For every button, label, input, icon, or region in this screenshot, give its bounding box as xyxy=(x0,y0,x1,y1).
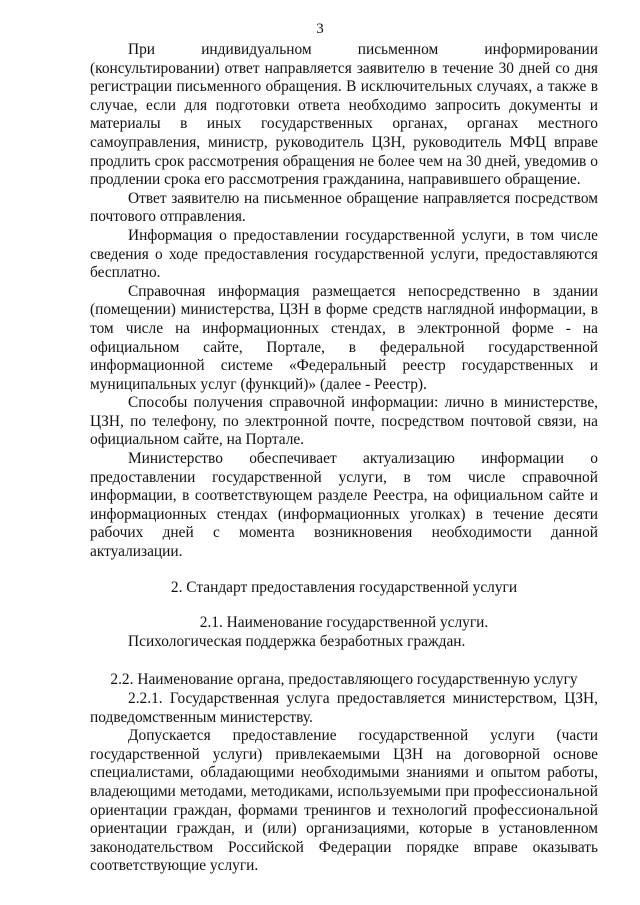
subsection-2-1-text: Психологическая поддержка безработных граждан. xyxy=(128,632,466,650)
paragraph-postal-response: Ответ заявителю на письменное обращение направляется посредством почтового отправления. xyxy=(90,189,598,226)
paragraph-free-information: Информация о предоставлении государственной услуги, в том числе сведения о ходе предоставления государственной услуги, предоставляются бесплатно. xyxy=(90,226,598,282)
paragraph-written-informing: При индивидуальном письменном информировании (консультировании) ответ направляется заявителю в течение 30 дней со дня регистрации письменного обращения. В исключительных случаях, а также в случае, если для подготовки ответа необходимо запросить документы и материалы в иных государственных органах, органах местного самоуправления, министр, руководитель ЦЗН, руководитель МФЦ вправе продлить срок рассмотрения обращения не более чем на 30 дней, уведомив о продлении срока его рассмотрения гражданина, направившего обращение. xyxy=(90,41,598,189)
subsection-2-2-heading: 2.2. Наименование органа, предоставляющего государственную услугу xyxy=(110,671,578,689)
section-heading: 2. Стандарт предоставления государственной услуги xyxy=(170,578,518,596)
paragraph-ways-to-obtain-info: Способы получения справочной информации: лично в министерстве, ЦЗН, по телефону, по электронной почте, посредством почтовой связи, на официальном сайте, на Портале. xyxy=(90,394,598,449)
paragraph-2-2-1: 2.2.1. Государственная услуга предоставляется министерством, ЦЗН, подведомственным министерству. xyxy=(90,690,598,726)
paragraph-info-actualization: Министерство обеспечивает актуализацию информации о предоставлении государственной услуги, в том числе справочной информации, в соответствующем разделе Реестра, на официальном сайте и информационных стендах (информационных уголках) в течение десяти рабочих дней с момента возникновения необходимости данной актуализации. xyxy=(90,450,598,561)
subsection-2-1-heading: 2.1. Наименование государственной услуги. xyxy=(199,614,489,632)
paragraph-reference-info-placement: Справочная информация размещается непосредственно в здании (помещении) министерства, ЦЗН в форме средств наглядной информации, в том числе на информационных стендах, в электронной форме - на официальном сайте, Портале, в федеральной государственной информационной системе «Федеральный реестр государственных и муниципальных услуг (функций)» (далее - Реестр). xyxy=(90,282,598,393)
document-body xyxy=(90,41,598,876)
paragraph-contractors: Допускается предоставление государственной услуги (части государственной услуги) привлекаемыми ЦЗН на договорной основе специалистами, обладающими необходимыми знаниями и опытом работы, владеющими методами, методиками, используемыми при профессиональной ориентации граждан, формами тренингов и технологий профессиональной ориентации граждан, и (или) организациями, которые в установленном законодательством Российской Федерации порядке вправе оказывать соответствующие услуги. xyxy=(90,727,598,875)
page-number: 3 xyxy=(316,21,324,37)
